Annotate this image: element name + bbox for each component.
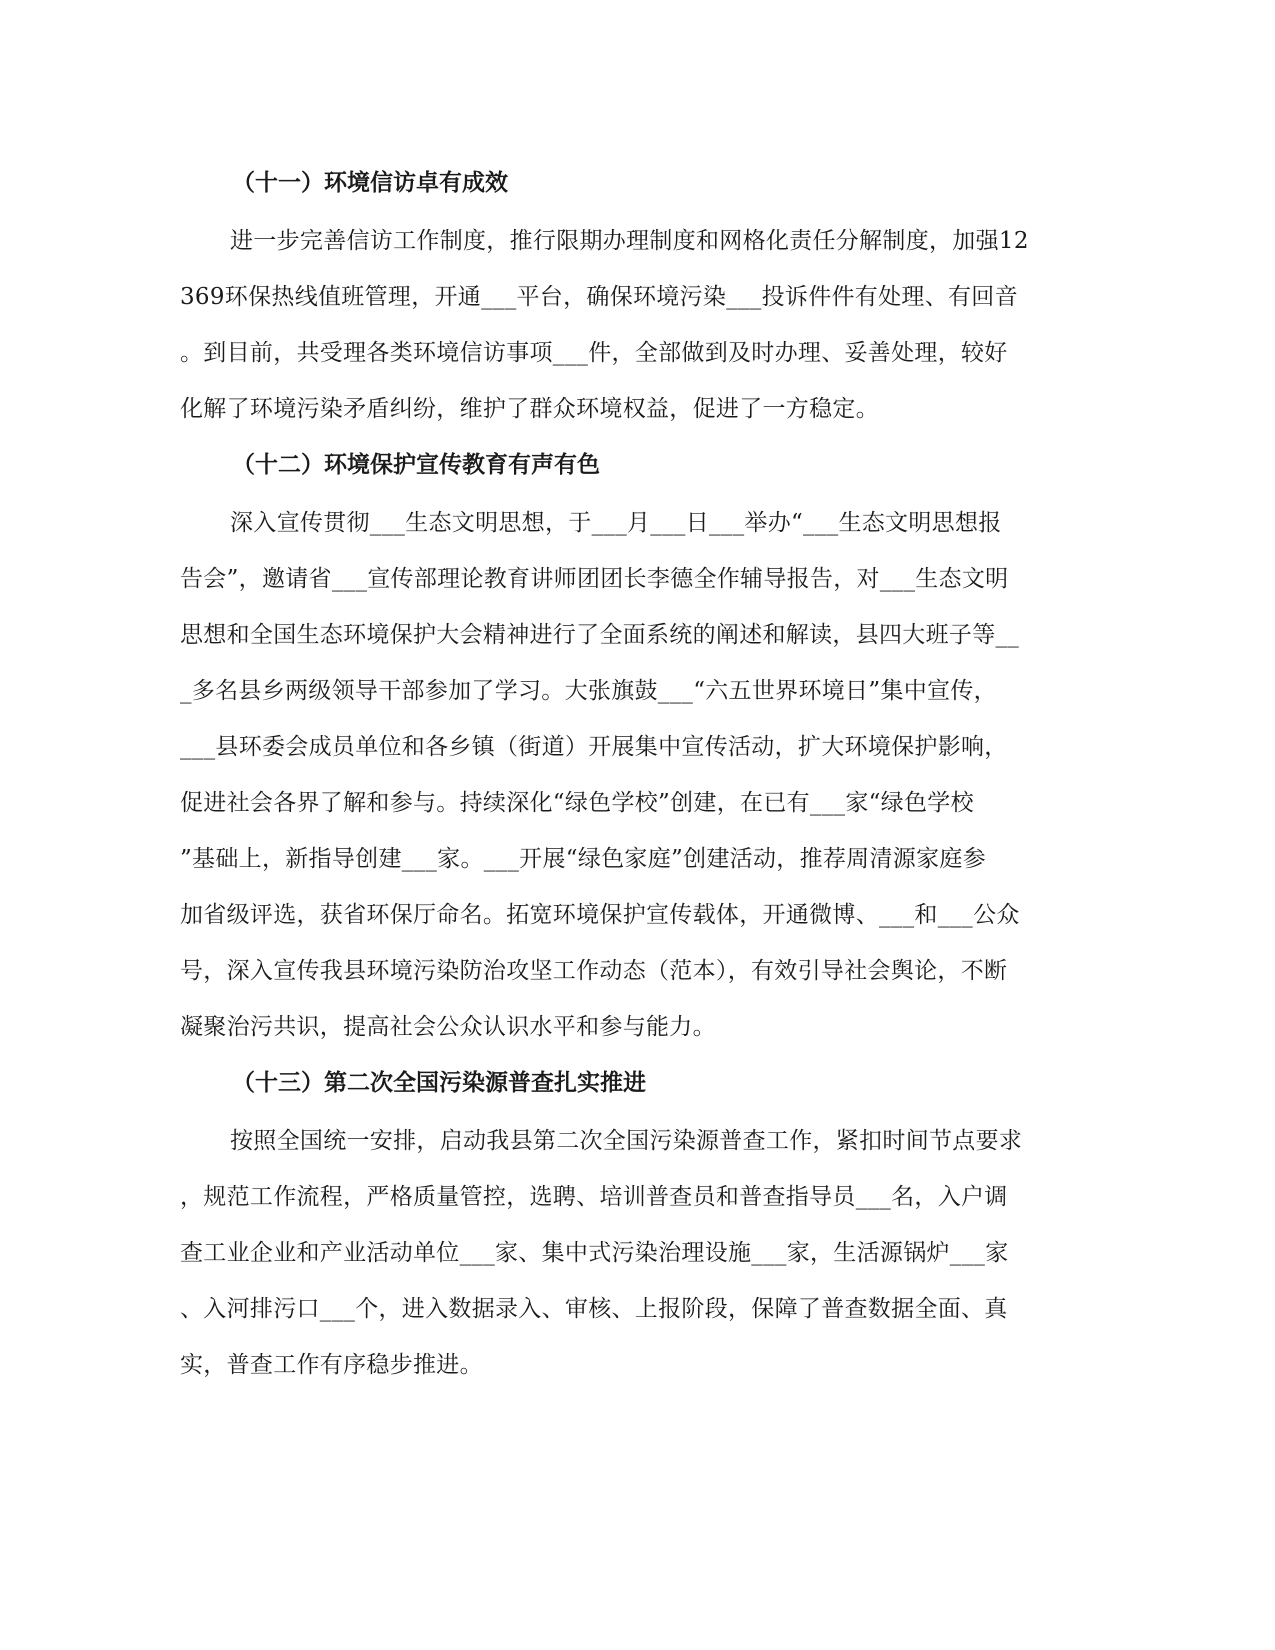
paragraph-line: 369环保热线值班管理，开通___平台，确保环境污染___投诉件件有处理、有回音 [180, 284, 1018, 310]
paragraph-line: ，规范工作流程，严格质量管控，选聘、培训普查员和普查指导员___名，入户调 [180, 1184, 1008, 1210]
paragraph-line: _多名县乡两级领导干部参加了学习。大张旗鼓___“六五世界环境日”集中宣传， [180, 678, 997, 704]
section-heading-12: （十二）环境保护宣传教育有声有色 [232, 452, 600, 478]
paragraph-line: ”基础上，新指导创建___家。___开展“绿色家庭”创建活动，推荐周清源家庭参 [180, 846, 986, 872]
paragraph-line: 、入河排污口___个，进入数据录入、审核、上报阶段，保障了普查数据全面、真 [180, 1296, 1008, 1322]
paragraph-line: 。到目前，共受理各类环境信访事项___件，全部做到及时办理、妥善处理，较好 [180, 340, 1008, 366]
paragraph-line: 思想和全国生态环境保护大会精神进行了全面系统的阐述和解读，县四大班子等__ [180, 622, 1020, 648]
paragraph-line: 实，普查工作有序稳步推进。 [180, 1352, 483, 1378]
paragraph-line: 凝聚治污共识，提高社会公众认识水平和参与能力。 [180, 1014, 716, 1040]
paragraph-line: 进一步完善信访工作制度，推行限期办理制度和网格化责任分解制度，加强12 [230, 228, 1029, 254]
paragraph-line: 加省级评选，获省环保厅命名。拓宽环境保护宣传载体，开通微博、___和___公众 [180, 902, 1020, 928]
section-heading-13: （十三）第二次全国污染源普查扎实推进 [232, 1070, 646, 1096]
paragraph-line: 查工业企业和产业活动单位___家、集中式污染治理设施___家，生活源锅炉___家 [180, 1240, 1009, 1266]
paragraph-line: 按照全国统一安排，启动我县第二次全国污染源普查工作，紧扣时间节点要求 [230, 1128, 1023, 1154]
paragraph-line: 深入宣传贯彻___生态文明思想，于___月___日___举办“___生态文明思想报 [230, 510, 1002, 536]
paragraph-line: 化解了环境污染矛盾纠纷，维护了群众环境权益，促进了一方稳定。 [180, 396, 879, 422]
paragraph-line: 促进社会各界了解和参与。持续深化“绿色学校”创建，在已有___家“绿色学校 [180, 790, 974, 816]
paragraph-line: 号，深入宣传我县环境污染防治攻坚工作动态（范本），有效引导社会舆论，不断 [180, 958, 1008, 984]
paragraph-line: ___县环委会成员单位和各乡镇（街道）开展集中宣传活动，扩大环境保护影响， [180, 734, 1008, 760]
paragraph-line: 告会”，邀请省___宣传部理论教育讲师团团长李德全作辅导报告，对___生态文明 [180, 566, 1009, 592]
section-heading-11: （十一）环境信访卓有成效 [232, 170, 508, 196]
